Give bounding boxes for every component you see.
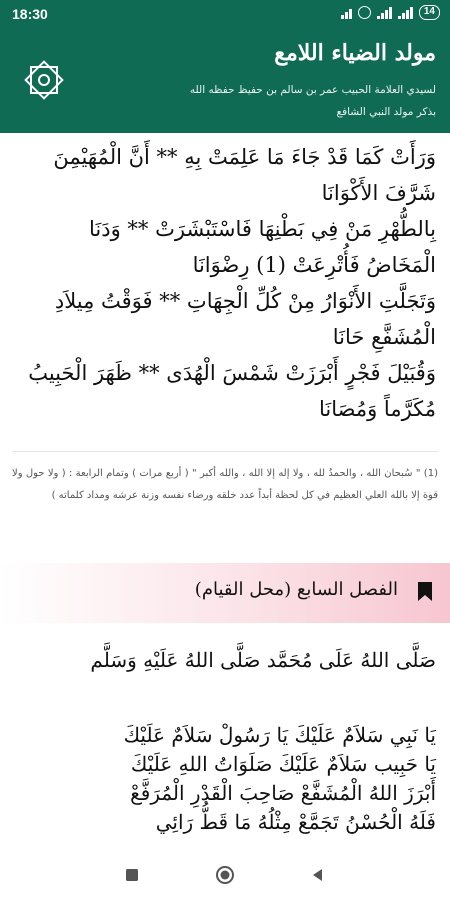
alarm-icon [358,6,371,19]
verse-line: وَقُبَيْلَ فَجْرٍ أَبْرَزَتْ شَمْسَ الْهُدَى ** ظَهَرَ الْحَبِيبُ مُكَرَّماً وَمُصَانَا [28,361,436,421]
signal-icon-2 [398,7,413,19]
app-header [0,28,450,133]
poem-line: يَا حَبِيب سَلاَمٌ عَلَيْكَ صَلَوَاتُ اللهِ عَلَيْكَ [130,752,436,776]
status-bar [0,0,450,28]
verses [0,133,450,427]
poem-line: يَا نَبِي سَلاَمٌ عَلَيْكَ يَا رَسُولْ سَلاَمٌ عَلَيْكَ [123,723,436,747]
status-time: 18:30 [12,6,48,22]
verse-line: بِالطُّهْرِ مَنْ فِي بَطْنِهَا فَاسْتَبْشَرَتْ ** وَدَنَا الْمَخَاضُ فَأُتْرِعَتْ (1) رِضْوَانَا [89,217,436,277]
navigation-bar [0,850,450,900]
poem-line: أَبْرَزَ اللهُ الْمُشَفَّعْ صَاحِبَ الْقَدْرِ الْمُرَفَّعْ [130,781,436,805]
signal-icon [377,7,392,19]
salawat-line: صَلَّى اللهُ عَلَى مُحَمَّد صَلَّى اللهُ عَلَيْهِ وَسَلَّم [90,648,436,672]
page-subtitle-2: بذكر مولد النبي الشافع [336,106,436,118]
poem-line: فَلَهُ الْحُسْنُ تَجَمَّعْ مِثْلُهُ مَا قَطُّ رَائِي [155,810,436,834]
verse-line: وَتَجَلَّتِ الأَنْوَارُ مِنْ كُلِّ الْجِهَاتِ ** فَوَقْتُ مِيلاَدِ الْمُشَفَّعِ حَانَا [54,289,436,349]
section-header[interactable] [0,563,450,623]
battery-icon: 14 [419,5,440,20]
content-area[interactable] [0,133,450,850]
triangle-back-icon[interactable] [308,865,328,885]
square-icon[interactable] [122,865,142,885]
salawat [0,643,450,677]
settings-icon [22,58,66,102]
section-title: الفصل السابع (محل القيام) [194,579,398,600]
verse-line: وَرَأَتْ كَمَا قَدْ جَاءَ مَا عَلِمَتْ بِهِ ** أَنَّ الْمُهَيْمِنَ شَرَّفَ الأَكْوَانَا [53,145,436,205]
poem [0,721,450,837]
status-icons [341,5,440,20]
footnote-divider [12,451,438,452]
circle-icon[interactable] [215,865,235,885]
footnote: (1) " سُبحان الله ، والحمدُ لله ، ولا إله إلا الله ، والله أكبر " ( أربع مرات ) وتمام الرابعة : ( ولا حول ولا قوة إلا بالله العلي العظيم في كل لحظة أبداً عدد خلقه ورضاء نفسه وزنة عرشه ومداد كلماته ) [12,468,438,501]
bookmark-icon [418,582,432,601]
wifi-icon [341,7,352,19]
page-title: مولد الضياء اللامع [274,40,436,66]
page-subtitle: لسيدي العلامة الحبيب عمر بن سالم بن حفيظ حفظه الله [189,84,436,96]
settings-button[interactable] [22,58,66,102]
